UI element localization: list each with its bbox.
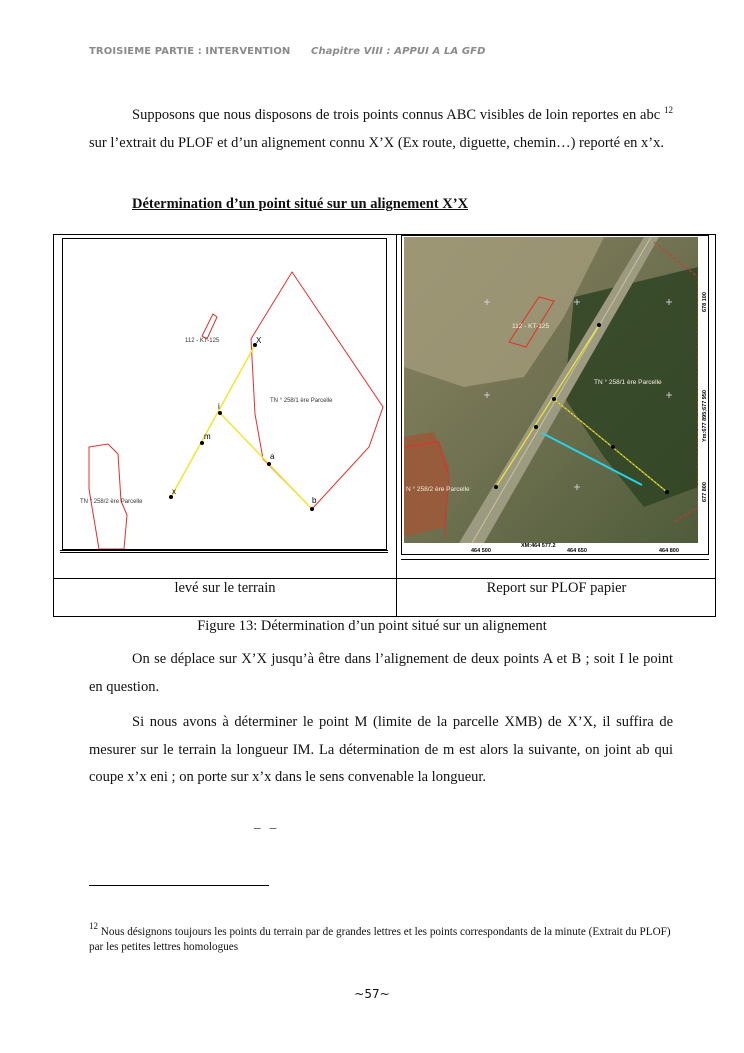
sketch-svg [63, 239, 386, 549]
sketch-label-a: a [270, 452, 275, 461]
paragraph-alignment-text: On se déplace sur X’X jusqu’à être dans l’alignement de deux points A et B ; soit I le point en question. [89, 651, 673, 695]
alignment-xX [171, 345, 255, 497]
alignment-ab [220, 413, 312, 509]
photo-point-a [611, 445, 615, 449]
sketch-label-x: x [172, 487, 176, 496]
ytick-1: 678 100 [702, 292, 708, 312]
sketch-label-X: X [256, 336, 262, 345]
table-row-divider [54, 578, 716, 579]
ytick-2: 677 800 [702, 482, 708, 502]
intro-paragraph [89, 102, 673, 157]
parcel-kt-outline [202, 314, 217, 339]
page-number: ~57~ [354, 987, 390, 1001]
photo-point-b [665, 490, 669, 494]
photo-point-x [494, 485, 498, 489]
xtick-3: 464 800 [659, 548, 679, 554]
paragraph-alignment [89, 646, 673, 701]
photo-point-i [552, 397, 556, 401]
sketch-point-a [267, 462, 271, 466]
sketch-label-b: b [312, 496, 317, 505]
sketch-label-parcel-1: TN ° 258/1 ère Parcelle [270, 398, 333, 404]
sketch-point-b [310, 507, 314, 511]
sketch-label-kt: 112 - KT-125 [185, 338, 220, 344]
photo-label-kt: 112 - KT-125 [512, 323, 550, 330]
photo-point-m [534, 425, 538, 429]
sketch-point-i [218, 411, 222, 415]
caption-plof-report: Report sur PLOF papier [486, 580, 627, 596]
sketch-double-rule [60, 550, 388, 553]
footnote-rule [89, 885, 269, 886]
running-header [89, 46, 486, 57]
xtick-xm: XM:464 577.2 [521, 543, 556, 549]
photo-label-parcel-1: TN ° 258/1 ère Parcelle [594, 379, 662, 386]
header-part: TROISIEME PARTIE : INTERVENTION [89, 46, 291, 57]
xtick-2: 464 650 [567, 548, 587, 554]
footnote-ref: 12 [664, 105, 673, 115]
figure-caption: Figure 13: Détermination d’un point situé sur un alignement [197, 618, 547, 634]
photo-y-axis [698, 237, 710, 543]
figure-table [53, 234, 716, 617]
intro-text-1: Supposons que nous disposons de trois points connus ABC visibles de loin reportes en abc [132, 107, 664, 123]
parcel-1-outline [251, 272, 383, 509]
ytick-ym: Ym:677 895;677 950 [702, 390, 708, 442]
paragraph-determination [89, 709, 673, 792]
header-chapter: Chapitre VIII : APPUI A LA GFD [311, 46, 486, 57]
photo-label-parcel-2: N ° 258/2 ère Parcelle [406, 486, 470, 493]
sketch-label-m: m [204, 432, 211, 441]
photo-x-axis [401, 535, 711, 559]
footnote-number: 12 [89, 921, 98, 931]
section-subtitle: Détermination d’un point situé sur un alignement X’X [132, 196, 469, 212]
paragraph-determination-text: Si nous avons à déterminer le point M (limite de la parcelle XMB) de X’X, il suffira de mesurer sur le terrain la longueur IM. La détermination de m est alors la suivante, on joint ab qui coupe x’x eni ; on porte sur x’x dans le sens convenable la longueur. [89, 714, 673, 785]
intro-text-2: sur l’extrait du PLOF et d’un alignement connu X’X (Ex route, diguette, chemin…) reporté en x’x. [89, 134, 665, 151]
aerial-photo [404, 237, 698, 543]
sketch-label-i: i [218, 402, 220, 411]
sketch-label-parcel-2: TN ° 258/2 ère Parcelle [80, 499, 143, 505]
field-survey-sketch [62, 238, 387, 550]
xtick-1: 464 500 [471, 548, 491, 554]
photo-svg [404, 237, 698, 543]
photo-bottom-rule [401, 559, 709, 561]
dash-marks: _ _ [254, 815, 280, 830]
footnote-text: Nous désignons toujours les points du terrain par de grandes lettres et les points correspondants de la minute (Extrait du PLOF) par les petites lettres homologues [89, 926, 671, 953]
table-divider [396, 235, 397, 617]
photo-point-X [597, 323, 601, 327]
caption-field-survey: levé sur le terrain [174, 580, 276, 596]
sketch-point-m [200, 441, 204, 445]
footnote [89, 921, 673, 955]
parcel-2-outline [89, 444, 127, 549]
